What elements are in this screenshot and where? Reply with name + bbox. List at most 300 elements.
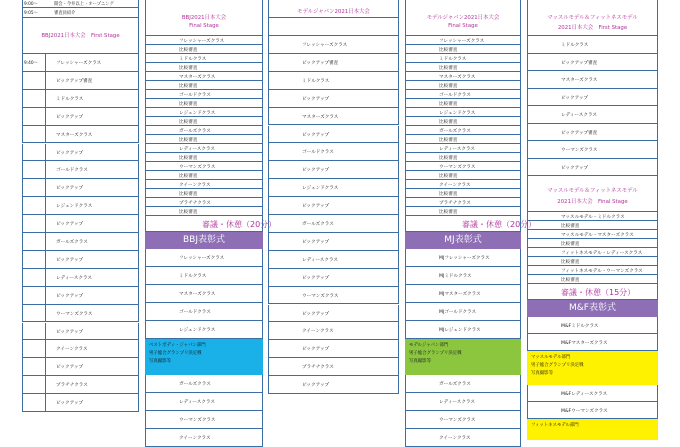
cell-text: ピックアップ: [302, 168, 330, 174]
cell-text: レディースクラス: [439, 400, 476, 405]
class-row: [22, 358, 139, 376]
cell-text: ウーマンズクラス: [561, 148, 598, 153]
class-row: [22, 161, 139, 179]
award-row: [405, 249, 521, 267]
class-row: [268, 197, 399, 215]
cell-text: M&Fマスターズクラス: [561, 341, 608, 346]
award-row: [527, 334, 658, 351]
class-row: [22, 340, 139, 358]
highlight-line: マッスルモデル部門: [531, 355, 571, 360]
stage-title-cell: [145, 0, 263, 36]
class-row: [527, 402, 658, 419]
cell-text: レディースクラス: [56, 275, 93, 281]
cell-text: 比較審査: [439, 120, 458, 125]
cell-text: 比較審査: [179, 66, 198, 71]
highlight-block: [527, 351, 658, 385]
divider: [45, 323, 46, 340]
divider: [45, 340, 46, 357]
class-row: [268, 161, 399, 179]
class-row: [405, 72, 521, 81]
cell-text: ピックアップ: [302, 239, 330, 245]
class-row: [268, 322, 399, 340]
cell-text: ガールズクラス: [439, 382, 471, 387]
schedule-col-bbj-first: [22, 0, 139, 412]
class-row: [405, 429, 521, 447]
class-row: [405, 198, 521, 207]
highlight-line: 写真撮影等: [531, 371, 553, 376]
cell-text: ウーマンズクラス: [439, 418, 476, 423]
stage-title: モデルジャパン2021日本大会: [426, 15, 500, 21]
cell-text: レジェンドクラス: [56, 204, 93, 210]
cell-text: MJフレッシャーズクラス: [439, 256, 490, 261]
class-row: [527, 89, 658, 107]
cell-text: ガールズクラス: [56, 240, 88, 245]
class-row: [527, 106, 658, 124]
award-row: [527, 317, 658, 334]
schedule-col-mj-first: [268, 0, 399, 440]
cell-text: フレッシャーズクラス: [439, 39, 485, 44]
class-row: [22, 197, 139, 215]
break-row: [405, 216, 537, 232]
header-row: [22, 8, 139, 18]
cell-text: 比較審査: [439, 66, 458, 71]
compare-row: [145, 153, 263, 162]
compare-row: [527, 239, 658, 248]
cell-text: レディースクラス: [179, 400, 216, 405]
award-band: M&F表彰式: [527, 300, 658, 317]
stage-title: マッスルモデル＆フィットネスモデル: [547, 15, 638, 21]
stage-title: BBJ2021日本大会: [181, 15, 227, 21]
cell-text: 比較審査: [439, 174, 458, 179]
compare-row: [145, 171, 263, 180]
class-row: [145, 393, 263, 411]
class-row: [22, 233, 139, 251]
compare-row: [405, 171, 521, 180]
class-row: [405, 90, 521, 99]
cell-text: マスターズクラス: [302, 114, 339, 120]
cell-text: レディースクラス: [561, 113, 598, 118]
cell-text: ピックアップ: [302, 275, 330, 281]
cell-text: ピックアップ: [56, 293, 84, 299]
cell-text: 比較審査: [561, 224, 580, 229]
compare-row: [405, 99, 521, 108]
stage-title-cell: [268, 0, 399, 18]
class-row: [145, 90, 263, 99]
cell-text: 比較審査: [561, 260, 580, 265]
stage-subtitle: 2021日本大会 First Stage: [557, 25, 628, 31]
class-row: [268, 340, 399, 358]
cell-text: M&Fミドルクラス: [561, 324, 599, 329]
cell-text: ピックアップ: [56, 329, 84, 335]
cell-text: 比較審査: [561, 242, 580, 247]
compare-row: [145, 81, 263, 90]
compare-row: [527, 221, 658, 230]
class-row: [22, 269, 139, 287]
cell-text: ミドルクラス: [56, 96, 84, 102]
class-row: [22, 215, 139, 233]
class-row: [145, 54, 263, 63]
highlight-line: 男子総合グランプリ決定戦: [531, 363, 584, 368]
stage-subtitle: Final Stage: [189, 23, 219, 29]
class-row: [527, 266, 658, 275]
cell-text: ミドルクラス: [179, 274, 207, 279]
cell-text: レディースクラス: [439, 147, 476, 152]
cell-text: M&Fウーマンズクラス: [561, 409, 608, 414]
spacer: [268, 18, 399, 36]
class-row: [268, 269, 399, 287]
class-row: [22, 144, 139, 162]
class-row: [527, 159, 658, 177]
class-row: [268, 233, 399, 251]
award-row: [145, 285, 263, 303]
class-row: [405, 54, 521, 63]
cell-text: 比較審査: [439, 138, 458, 143]
cell-text: マッスルモデル・マスターズクラス: [561, 233, 634, 238]
highlight-line: ベストボディ・ジャパン部門: [149, 343, 206, 348]
cell-text: ピックアップ審査: [561, 130, 598, 136]
class-row: [22, 72, 139, 90]
class-row: [405, 144, 521, 153]
cell-text: マスターズクラス: [179, 292, 216, 297]
class-row: [527, 212, 658, 221]
class-row: [268, 36, 399, 54]
cell-text: ゴールドクラス: [302, 150, 334, 156]
cell-text: マスターズクラス: [439, 75, 476, 80]
class-row: [145, 375, 263, 393]
compare-row: [145, 63, 263, 72]
class-row: [145, 429, 263, 447]
divider: [45, 108, 46, 125]
cell-text: 比較審査: [439, 102, 458, 107]
cell-text: レディースクラス: [302, 257, 339, 263]
class-row: [527, 36, 658, 54]
class-row: [527, 248, 658, 257]
cell-text: ゴールドクラス: [439, 93, 471, 98]
divider: [45, 54, 46, 71]
award-band: BBJ表彰式: [145, 232, 263, 249]
highlight-line: 写真撮影等: [149, 359, 171, 364]
compare-row: [527, 257, 658, 266]
cell-text: ピックアップ: [56, 114, 84, 120]
header-row: [22, 0, 139, 8]
cell-text: クイーンクラス: [56, 347, 88, 353]
class-row: [22, 108, 139, 126]
class-row: [527, 54, 658, 72]
cell-text: ピックアップ: [56, 186, 84, 192]
award-row: [145, 267, 263, 285]
cell-text: ピックアップ: [561, 95, 589, 101]
cell-text: MJゴールドクラス: [439, 310, 477, 315]
cell-text: 比較審査: [179, 120, 198, 125]
cell-text: ウーマンズクラス: [179, 165, 216, 170]
class-row: [268, 287, 399, 305]
cell-text: ピックアップ審査: [56, 78, 93, 84]
compare-row: [405, 117, 521, 126]
class-row: [405, 411, 521, 429]
divider: [45, 72, 46, 89]
cell-text: ピックアップ: [56, 257, 84, 263]
divider: [45, 144, 46, 161]
compare-row: [145, 45, 263, 54]
cell-text: 9:40〜: [24, 61, 38, 66]
break-row: [527, 284, 658, 300]
divider: [45, 197, 46, 214]
highlight-line: 男子総合グランプリ決定戦: [409, 351, 462, 356]
cell-text: 比較審査: [439, 192, 458, 197]
stage-title-cell: [527, 176, 658, 212]
stage-title: BBJ2021日本大会 First Stage: [41, 33, 120, 39]
cell-text: フィットネスモデル・ウーマンズクラス: [561, 269, 643, 274]
cell-text: ピックアップ審査: [302, 60, 339, 66]
divider: [45, 233, 46, 250]
cell-text: クイーンクラス: [179, 436, 211, 441]
stage-title: マッスルモデル＆フィットネスモデル: [547, 188, 638, 194]
class-row: [268, 90, 399, 108]
cell-text: ウーマンズクラス: [439, 165, 476, 170]
class-row: [527, 124, 658, 142]
compare-row: [405, 135, 521, 144]
class-row: [405, 180, 521, 189]
highlight-block: [405, 339, 521, 375]
divider: [45, 394, 46, 411]
compare-row: [145, 207, 263, 216]
cell-text: ピックアップ: [56, 401, 84, 407]
cell-text: ピックアップ: [56, 222, 84, 228]
class-row: [405, 375, 521, 393]
divider: [45, 161, 46, 178]
cell-text: 審議・休憩（15分）: [561, 288, 636, 297]
highlight-line: 男子総合グランプリ決定戦: [149, 351, 202, 356]
cell-text: プラチナクラス: [302, 365, 334, 371]
cell-text: レジェンドクラス: [439, 111, 476, 116]
cell-text: フレッシャーズクラス: [302, 43, 348, 48]
cell-text: 比較審査: [179, 102, 198, 107]
cell-text: クイーンクラス: [302, 329, 334, 335]
cell-text: フレッシャーズクラス: [179, 256, 225, 261]
stage-title-cell: [22, 18, 139, 54]
cell-text: ウーマンズクラス: [179, 418, 216, 423]
class-row: [268, 126, 399, 144]
cell-text: マスターズクラス: [179, 75, 216, 80]
compare-row: [405, 81, 521, 90]
cell-text: ピックアップ: [302, 383, 330, 389]
class-row: [22, 90, 139, 108]
cell-text: M&Fレディースクラス: [561, 392, 608, 397]
cell-text: ガールズクラス: [179, 382, 211, 387]
cell-text: ガールズクラス: [439, 129, 471, 134]
compare-row: [145, 189, 263, 198]
class-row: [145, 72, 263, 81]
cell-text: フィットネスモデル・レディースクラス: [561, 251, 643, 256]
cell-text: ピックアップ: [302, 204, 330, 210]
cell-text: ゴールドクラス: [179, 93, 211, 98]
compare-row: [405, 189, 521, 198]
stage-title: モデルジャパン2021日本大会: [297, 9, 370, 15]
cell-text: レジェンドクラス: [302, 186, 339, 192]
compare-row: [405, 45, 521, 54]
class-row: [268, 358, 399, 376]
highlight-line: モデルジャパン部門: [409, 343, 449, 348]
cell-text: ピックアップ: [302, 132, 330, 138]
class-row: [405, 393, 521, 411]
cell-text: レジェンドクラス: [179, 328, 216, 333]
class-row: [22, 179, 139, 197]
label: 審査員紹介: [54, 11, 76, 16]
cell-text: クイーンクラス: [439, 183, 471, 188]
cell-text: マスターズクラス: [561, 78, 598, 83]
compare-row: [405, 63, 521, 72]
class-row: [145, 126, 263, 135]
class-row: [145, 108, 263, 117]
award-band: MJ表彰式: [405, 232, 521, 249]
class-row: [145, 144, 263, 153]
divider: [45, 90, 46, 107]
class-row: [145, 198, 263, 207]
highlight-line: フィットネスモデル部門: [531, 423, 579, 428]
cell-text: マッスルモデル・ミドルクラス: [561, 215, 625, 220]
cell-text: 比較審査: [179, 174, 198, 179]
compare-row: [145, 99, 263, 108]
time: 9:00〜: [24, 2, 38, 7]
class-row: [268, 72, 399, 90]
award-row: [405, 303, 521, 321]
cell-text: 比較審査: [179, 48, 198, 53]
class-row: [405, 108, 521, 117]
cell-text: 比較審査: [179, 156, 198, 161]
highlight-block: [145, 339, 263, 375]
class-row: [527, 71, 658, 89]
class-row: [22, 323, 139, 341]
compare-row: [405, 207, 521, 216]
class-row: [405, 126, 521, 135]
cell-text: 比較審査: [179, 210, 198, 215]
divider: [45, 215, 46, 232]
divider: [45, 126, 46, 143]
class-row: [22, 251, 139, 269]
cell-text: ピックアップ: [56, 365, 84, 371]
award-row: [145, 249, 263, 267]
highlight-block: [527, 419, 658, 440]
class-row: [145, 180, 263, 189]
cell-text: ピックアップ: [302, 311, 330, 317]
class-row: [22, 394, 139, 412]
class-row: [527, 385, 658, 402]
cell-text: ウーマンズクラス: [302, 293, 339, 299]
cell-text: クイーンクラス: [439, 436, 471, 441]
cell-text: MJレジェンドクラス: [439, 328, 481, 333]
award-row: [145, 321, 263, 339]
cell-text: プラチナクラス: [179, 201, 211, 206]
divider: [45, 287, 46, 304]
cell-text: 比較審査: [439, 156, 458, 161]
schedule-col-mf: [527, 0, 658, 440]
class-row: [405, 36, 521, 45]
class-row: [268, 108, 399, 126]
cell-text: ガールズクラス: [179, 129, 211, 134]
stage-title-cell: [405, 0, 521, 36]
cell-text: 審議・休憩（20分）: [202, 220, 277, 229]
cell-text: ピックアップ審査: [561, 60, 598, 66]
class-row: [22, 54, 139, 72]
break-row: [145, 216, 277, 232]
cell-text: レジェンドクラス: [179, 111, 216, 116]
cell-text: ピックアップ: [56, 150, 84, 156]
cell-text: フレッシャーズクラス: [56, 61, 102, 66]
cell-text: レディースクラス: [179, 147, 216, 152]
class-row: [145, 36, 263, 45]
divider: [45, 358, 46, 375]
class-row: [268, 251, 399, 269]
compare-row: [527, 275, 658, 284]
cell-text: ゴールドクラス: [56, 168, 88, 174]
cell-text: プラチナクラス: [439, 201, 471, 206]
cell-text: ミドルクラス: [302, 78, 330, 84]
cell-text: MJミドルクラス: [439, 274, 472, 279]
compare-row: [145, 135, 263, 144]
divider: [45, 376, 46, 393]
divider: [45, 269, 46, 286]
cell-text: ガールズクラス: [302, 222, 334, 227]
cell-text: ミドルクラス: [439, 57, 467, 62]
label: 開会・今井以上・オープニング: [54, 2, 114, 7]
class-row: [268, 54, 399, 72]
class-row: [405, 162, 521, 171]
class-row: [22, 305, 139, 323]
divider: [45, 179, 46, 196]
cell-text: 比較審査: [439, 84, 458, 89]
class-row: [268, 305, 399, 323]
cell-text: ミドルクラス: [179, 57, 207, 62]
time: 9:05〜: [24, 11, 38, 16]
schedule-col-bbj-final: [145, 0, 277, 441]
cell-text: ゴールドクラス: [179, 310, 211, 315]
award-row: [405, 321, 521, 339]
col-table: [22, 0, 139, 412]
highlight-line: 写真撮影等: [409, 359, 431, 364]
cell-text: 比較審査: [179, 138, 198, 143]
class-row: [22, 287, 139, 305]
stage-title-cell: [527, 0, 658, 36]
cell-text: ピックアップ: [561, 165, 589, 171]
compare-row: [145, 117, 263, 126]
class-row: [145, 411, 263, 429]
cell-text: 比較審査: [179, 84, 198, 89]
cell-text: ピックアップ: [302, 347, 330, 353]
cell-text: クイーンクラス: [179, 183, 211, 188]
class-row: [527, 230, 658, 239]
schedule-col-mj-final: [405, 0, 537, 441]
class-row: [268, 179, 399, 197]
cell-text: マスターズクラス: [56, 132, 93, 138]
class-row: [22, 126, 139, 144]
cell-text: ミドルクラス: [561, 43, 589, 48]
divider: [45, 305, 46, 322]
class-row: [268, 376, 399, 394]
class-row: [22, 376, 139, 394]
class-row: [145, 162, 263, 171]
class-row: [527, 141, 658, 159]
cell-text: ウーマンズクラス: [56, 311, 93, 317]
cell-text: 比較審査: [179, 192, 198, 197]
award-row: [145, 303, 263, 321]
cell-text: プラチナクラス: [56, 383, 88, 389]
cell-text: フレッシャーズクラス: [179, 39, 225, 44]
class-row: [268, 215, 399, 233]
cell-text: MJマスターズクラス: [439, 292, 481, 297]
award-row: [405, 285, 521, 303]
cell-text: ピックアップ: [302, 96, 330, 102]
stage-subtitle: Final Stage: [448, 23, 478, 29]
